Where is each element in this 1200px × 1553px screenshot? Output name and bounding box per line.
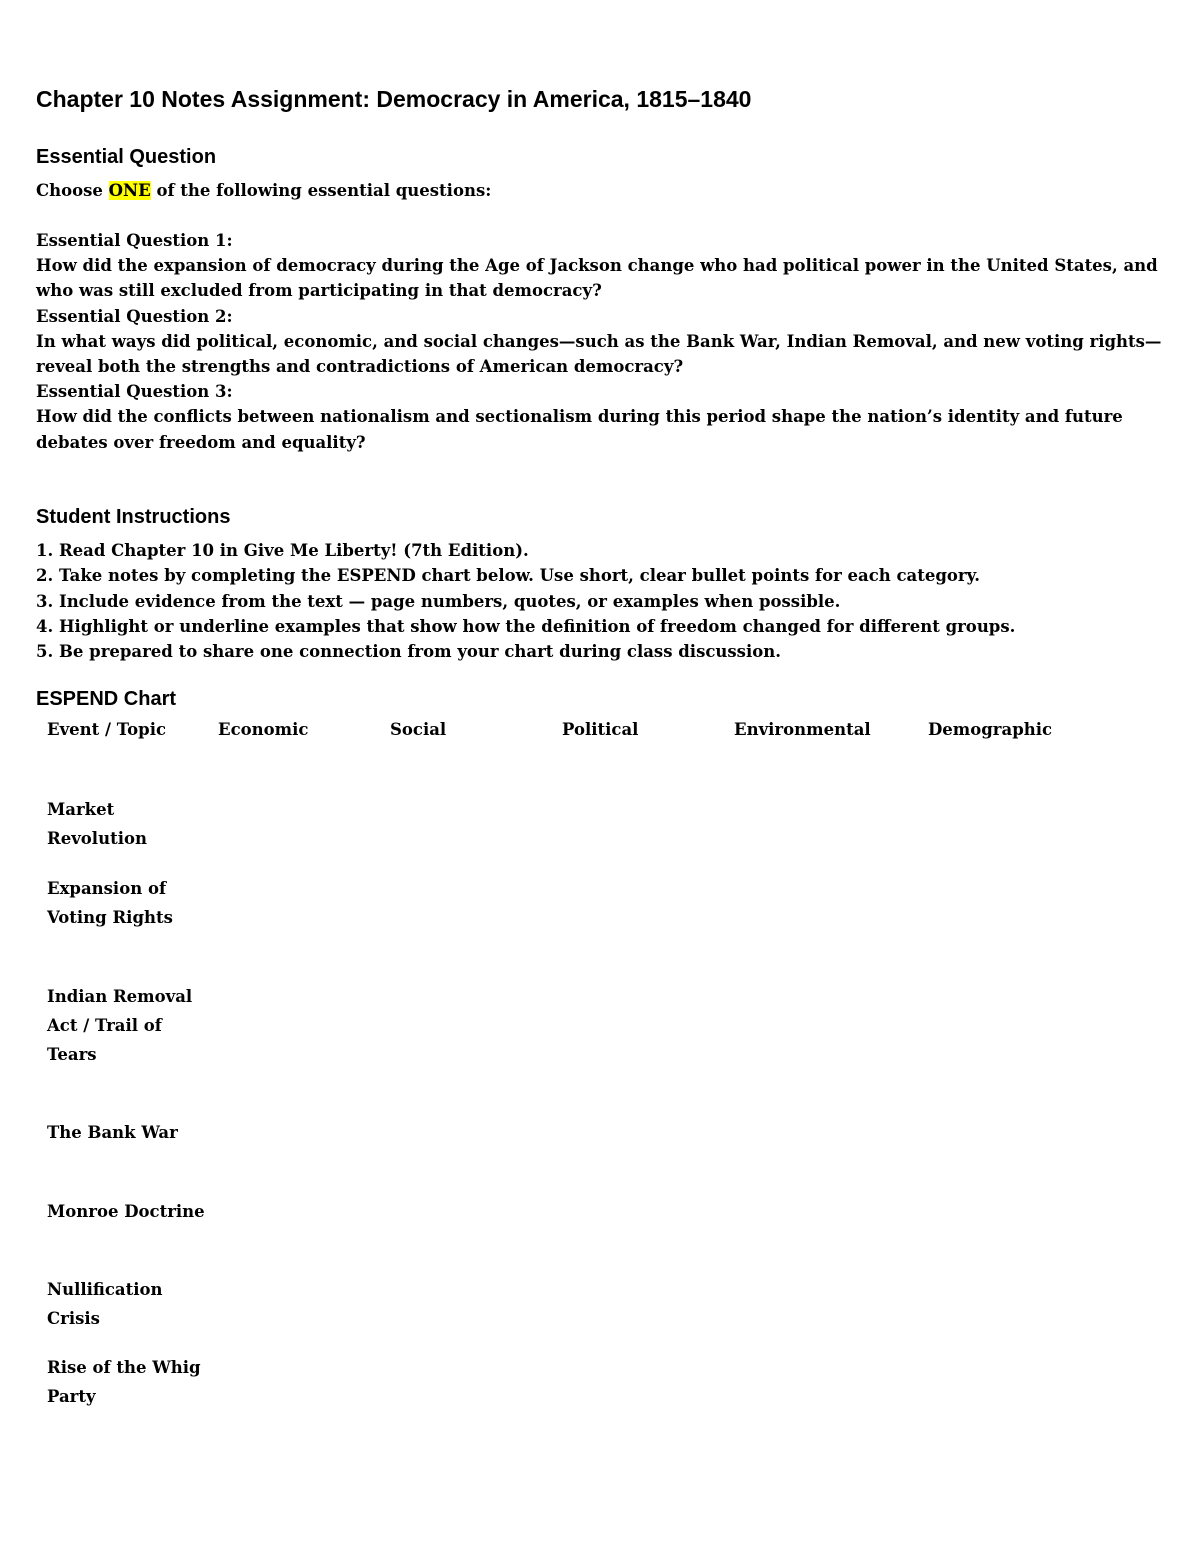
row-label-whig-party: Rise of the Whig Party	[47, 1358, 201, 1406]
column-header-demographic: Demographic	[928, 720, 1053, 739]
row-label-monroe-doctrine: Monroe Doctrine	[47, 1202, 205, 1221]
espend-chart-heading: ESPEND Chart	[36, 688, 177, 710]
column-header-economic: Economic	[218, 720, 309, 739]
essential-question-1-text: How did the expansion of democracy during the Age of Jackson change who had political power in the United States, and who was still excluded from participating in that democracy?	[36, 256, 1158, 301]
row-label-market-revolution: Market Revolution	[47, 800, 147, 848]
essential-question-1-label: Essential Question 1:	[36, 231, 233, 250]
row-label-nullification-crisis: Nullification Crisis	[47, 1280, 163, 1328]
instruction-item: 4. Highlight or underline examples that show how the definition of freedom changed for different groups.	[36, 616, 1016, 636]
essential-question-2-text: In what ways did political, economic, and social changes—such as the Bank War, Indian Removal, and new voting rights—reveal both the strengths and contradictions of American democracy?	[36, 331, 1162, 377]
choose-suffix: of the following essential questions:	[150, 181, 492, 200]
column-header-event-topic: Event / Topic	[47, 720, 167, 739]
essential-question-3-text: How did the conflicts between nationalism and sectionalism during this period shape the nation’s identity and future debates over freedom and equality?	[36, 407, 1123, 452]
page-title: Chapter 10 Notes Assignment: Democracy in America, 1815–1840	[36, 86, 752, 112]
essential-question-3-label: Essential Question 3:	[36, 382, 233, 402]
essential-questions-list	[36, 228, 1166, 455]
essential-question-2-label: Essential Question 2:	[36, 306, 233, 326]
student-instructions-heading: Student Instructions	[36, 506, 231, 528]
row-label-voting-rights: Expansion of Voting Rights	[47, 879, 173, 927]
column-header-social: Social	[390, 720, 447, 739]
instruction-item: 1. Read Chapter 10 in Give Me Liberty! (7th Edition).	[36, 541, 529, 560]
choose-instruction	[36, 178, 491, 204]
choose-highlight: ONE	[108, 181, 151, 200]
column-header-environmental: Environmental	[734, 720, 871, 739]
column-header-political: Political	[562, 720, 639, 739]
instruction-item: 2. Take notes by completing the ESPEND chart below. Use short, clear bullet points for each category.	[36, 566, 981, 586]
instruction-item: 5. Be prepared to share one connection from your chart during class discussion.	[36, 642, 781, 662]
choose-prefix: Choose	[36, 181, 109, 200]
row-label-bank-war: The Bank War	[47, 1123, 178, 1142]
row-label-indian-removal: Indian Removal Act / Trail of Tears	[47, 987, 193, 1064]
essential-question-heading: Essential Question	[36, 146, 217, 168]
instruction-item: 3. Include evidence from the text — page numbers, quotes, or examples when possible.	[36, 591, 841, 611]
instructions-list	[36, 538, 1015, 664]
